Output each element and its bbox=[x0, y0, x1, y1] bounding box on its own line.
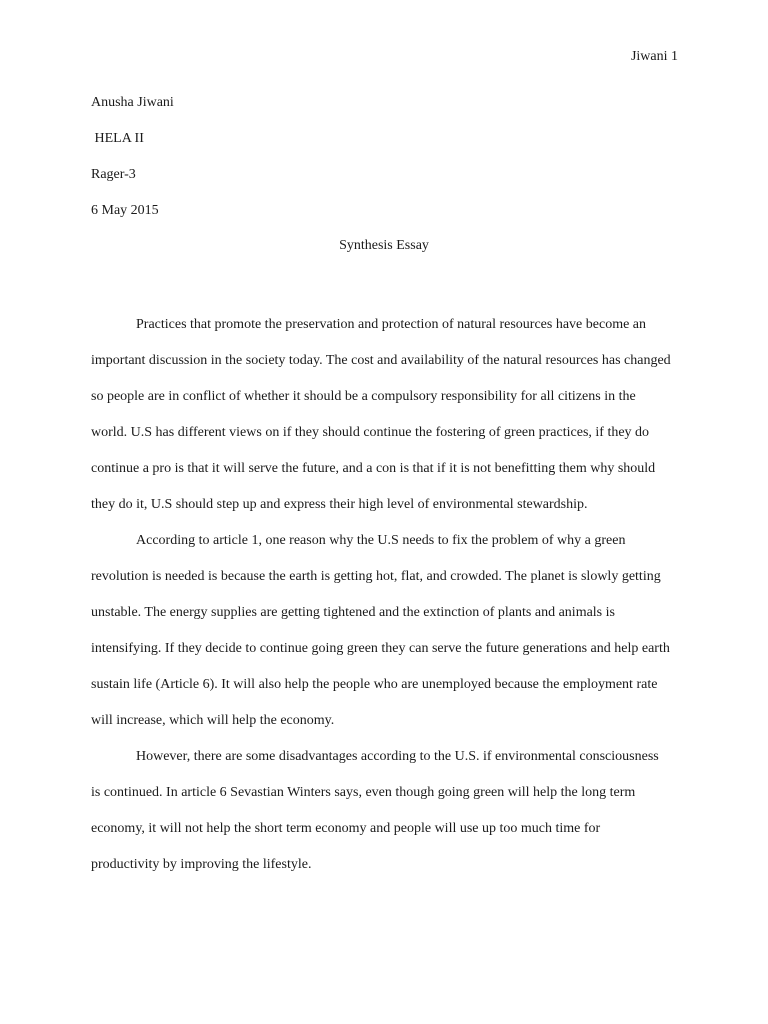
course-name: HELA II bbox=[91, 131, 144, 146]
running-head: Jiwani 1 bbox=[630, 49, 678, 64]
essay-title: Synthesis Essay bbox=[339, 238, 429, 253]
essay-date: 6 May 2015 bbox=[91, 203, 159, 218]
body-paragraph: According to article 1, one reason why the U.S needs to fix the problem of why a green revolution is needed is because the earth is getting hot, flat, and crowded. The planet is slowly getting unstable. The energy supplies are getting tightened and the extinction of plants and animals is intensifying. If they decide to continue going green they can serve the future generations and help earth sustain life (Article 6). It will also help the people who are unemployed because the employment rate will increase, which will help the economy. bbox=[91, 533, 670, 728]
mla-heading bbox=[91, 93, 681, 237]
body-paragraph: However, there are some disadvantages according to the U.S. if environmental consciousness is continued. In article 6 Sevastian Winters says, even though going green will help the long term economy, it will not help the short term economy and people will use up too much time for productivity by improving the lifestyle. bbox=[91, 749, 659, 872]
body-paragraph: Practices that promote the preservation and protection of natural resources have become an important discussion in the society today. The cost and availability of the natural resources has changed so people are in conflict of whether it should be a compulsory responsibility for all citizens in the world. U.S has different views on if they should continue the fostering of green practices, if they do continue a pro is that it will serve the future, and a con is that if it is not benefitting them why should they do it, U.S should step up and express their high level of environmental stewardship. bbox=[91, 317, 671, 512]
essay-body bbox=[91, 307, 671, 883]
author-name: Anusha Jiwani bbox=[91, 95, 174, 110]
instructor-name: Rager-3 bbox=[91, 167, 136, 182]
